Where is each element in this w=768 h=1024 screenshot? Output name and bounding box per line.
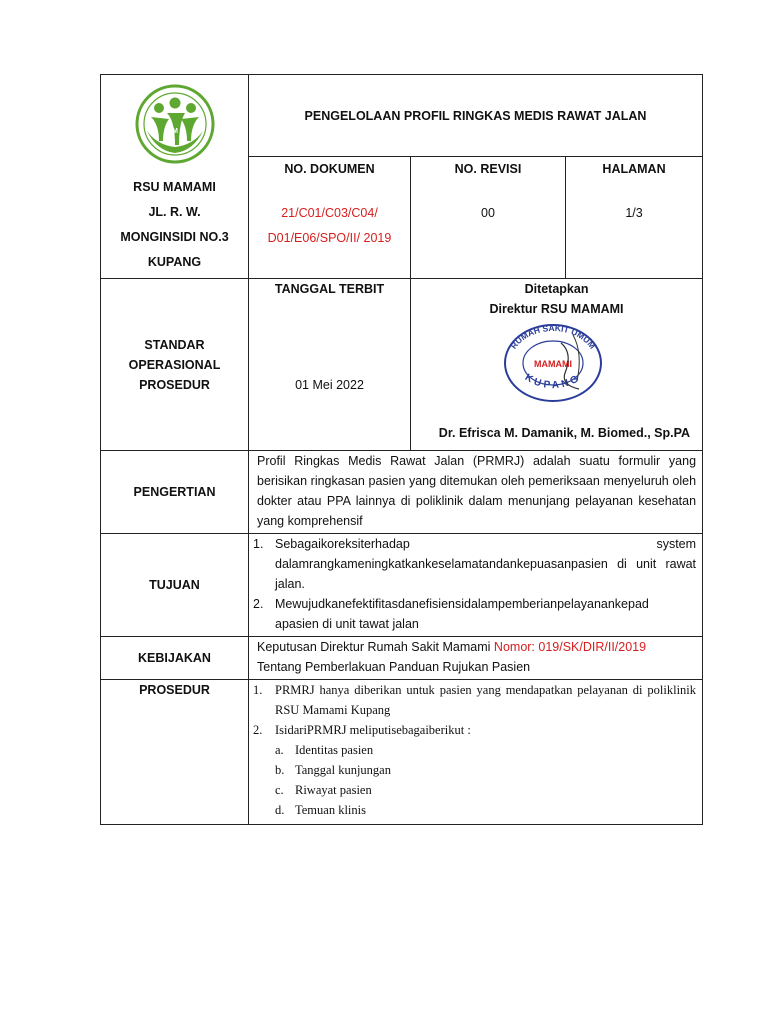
- signatory-name: Dr. Efrisca M. Damanik, M. Biomed., Sp.PA: [438, 426, 691, 440]
- list-item: [253, 594, 696, 634]
- tanggal-terbit-cell: [249, 279, 411, 451]
- svg-text:RUMAH SAKIT UMUM: [508, 323, 597, 351]
- signature-cell: [411, 279, 703, 451]
- pengertian-text: Profil Ringkas Medis Rawat Jalan (PRMRJ) adalah suatu formulir yang berisikan ringkasan pasien yang ditemukan oleh pemeriksaan menyeluruh oleh dokter atau PPA lainnya di poliklinik dalam menunjang pelayanan kesehatan yang komprehensif: [249, 451, 703, 534]
- sop-label-2: OPERASIONAL: [128, 357, 221, 372]
- tujuan-item-2: Mewujudkanefektifitasdanefisiensidalampemberianpelayanankepad apasien di unit tawat jalan: [275, 597, 649, 631]
- tanggal-terbit-label: TANGGAL TERBIT: [274, 282, 385, 296]
- list-item: [275, 760, 696, 780]
- list-number: 2.: [253, 723, 263, 737]
- prosedur-sub-a: Identitas pasien: [295, 743, 374, 757]
- halaman-value: 1/3: [625, 206, 643, 220]
- no-revisi-cell: [411, 157, 566, 279]
- list-item: [253, 720, 696, 740]
- list-letter: a.: [275, 743, 284, 757]
- list-number: 2.: [253, 597, 264, 611]
- no-revisi-value: 00: [481, 206, 495, 220]
- kebijakan-content: [249, 637, 703, 680]
- list-item: [275, 740, 696, 760]
- ditetapkan-label: Ditetapkan: [524, 282, 589, 296]
- sop-document-table: [100, 74, 703, 825]
- direktur-label: Direktur RSU MAMAMI: [489, 302, 624, 316]
- prosedur-item-1: PRMRJ hanya diberikan untuk pasien yang mendapatkan pelayanan di poliklinik RSU Mamami Kupang: [275, 683, 697, 717]
- list-letter: b.: [275, 763, 285, 777]
- list-item: [253, 534, 696, 594]
- prosedur-sub-b: Tanggal kunjungan: [295, 763, 391, 777]
- sop-label-cell: [101, 279, 249, 451]
- stamp-center-text: MAMAMI: [534, 359, 572, 369]
- hospital-address-1: JL. R. W.: [148, 205, 201, 219]
- list-number: 1.: [253, 537, 264, 551]
- tujuan-label: TUJUAN: [101, 534, 249, 637]
- no-dokumen-value: 21/C01/C03/C04/ D01/E06/SPO/II/ 2019: [267, 206, 392, 245]
- prosedur-sublist: [253, 740, 696, 820]
- kebijakan-line-2: Tentang Pemberlakuan Panduan Rujukan Pasien: [257, 660, 531, 674]
- halaman-label: HALAMAN: [602, 162, 666, 176]
- tujuan-list: [253, 534, 696, 634]
- hospital-name: RSU MAMAMI: [133, 180, 216, 194]
- tanggal-terbit-value: 01 Mei 2022: [295, 378, 364, 392]
- prosedur-content: [249, 680, 703, 825]
- prosedur-label: PROSEDUR: [101, 680, 249, 825]
- list-letter: c.: [275, 783, 284, 797]
- svg-text:KUPANG: [523, 372, 583, 391]
- pengertian-label: PENGERTIAN: [101, 451, 249, 534]
- hospital-identity-cell: [101, 75, 249, 279]
- stamp-ring-text: RUMAH SAKIT UMUM: [508, 323, 598, 351]
- prosedur-item-2: IsidariPRMRJ meliputisebagaiberikut :: [275, 723, 471, 737]
- kebijakan-nomor: Nomor: 019/SK/DIR/II/2019: [493, 640, 647, 654]
- prosedur-sub-c: Riwayat pasien: [295, 783, 372, 797]
- svg-text:M: M: [171, 128, 178, 135]
- prosedur-list: [253, 680, 696, 740]
- sop-label-3: PROSEDUR: [139, 377, 210, 392]
- no-revisi-label: NO. REVISI: [454, 162, 522, 176]
- no-dokumen-label: NO. DOKUMEN: [284, 162, 375, 176]
- tujuan-item-1: Sebagaikoreksiterhadap system dalamrangkameningkatkankeselamatandankepuasanpasien di unit rawat jalan.: [275, 537, 697, 591]
- halaman-cell: [566, 157, 703, 279]
- prosedur-sub-d: Temuan klinis: [295, 803, 366, 817]
- list-item: [275, 780, 696, 800]
- stamp-bottom-text: KUPANG: [522, 372, 584, 392]
- tujuan-content: [249, 534, 703, 637]
- list-item: [253, 680, 696, 720]
- sop-label-1: STANDAR: [144, 337, 205, 352]
- official-stamp: [503, 323, 603, 403]
- list-number: 1.: [253, 683, 263, 697]
- no-dokumen-cell: [249, 157, 411, 279]
- kebijakan-label: KEBIJAKAN: [101, 637, 249, 680]
- hospital-address-2: MONGINSIDI NO.3: [120, 230, 229, 244]
- list-letter: d.: [275, 803, 285, 817]
- hospital-logo: [129, 81, 221, 167]
- kebijakan-line-1: Keputusan Direktur Rumah Sakit Mamami: [257, 640, 491, 654]
- list-item: [275, 800, 696, 820]
- hospital-city: KUPANG: [147, 255, 202, 269]
- document-title: PENGELOLAAN PROFIL RINGKAS MEDIS RAWAT JALAN: [249, 75, 703, 157]
